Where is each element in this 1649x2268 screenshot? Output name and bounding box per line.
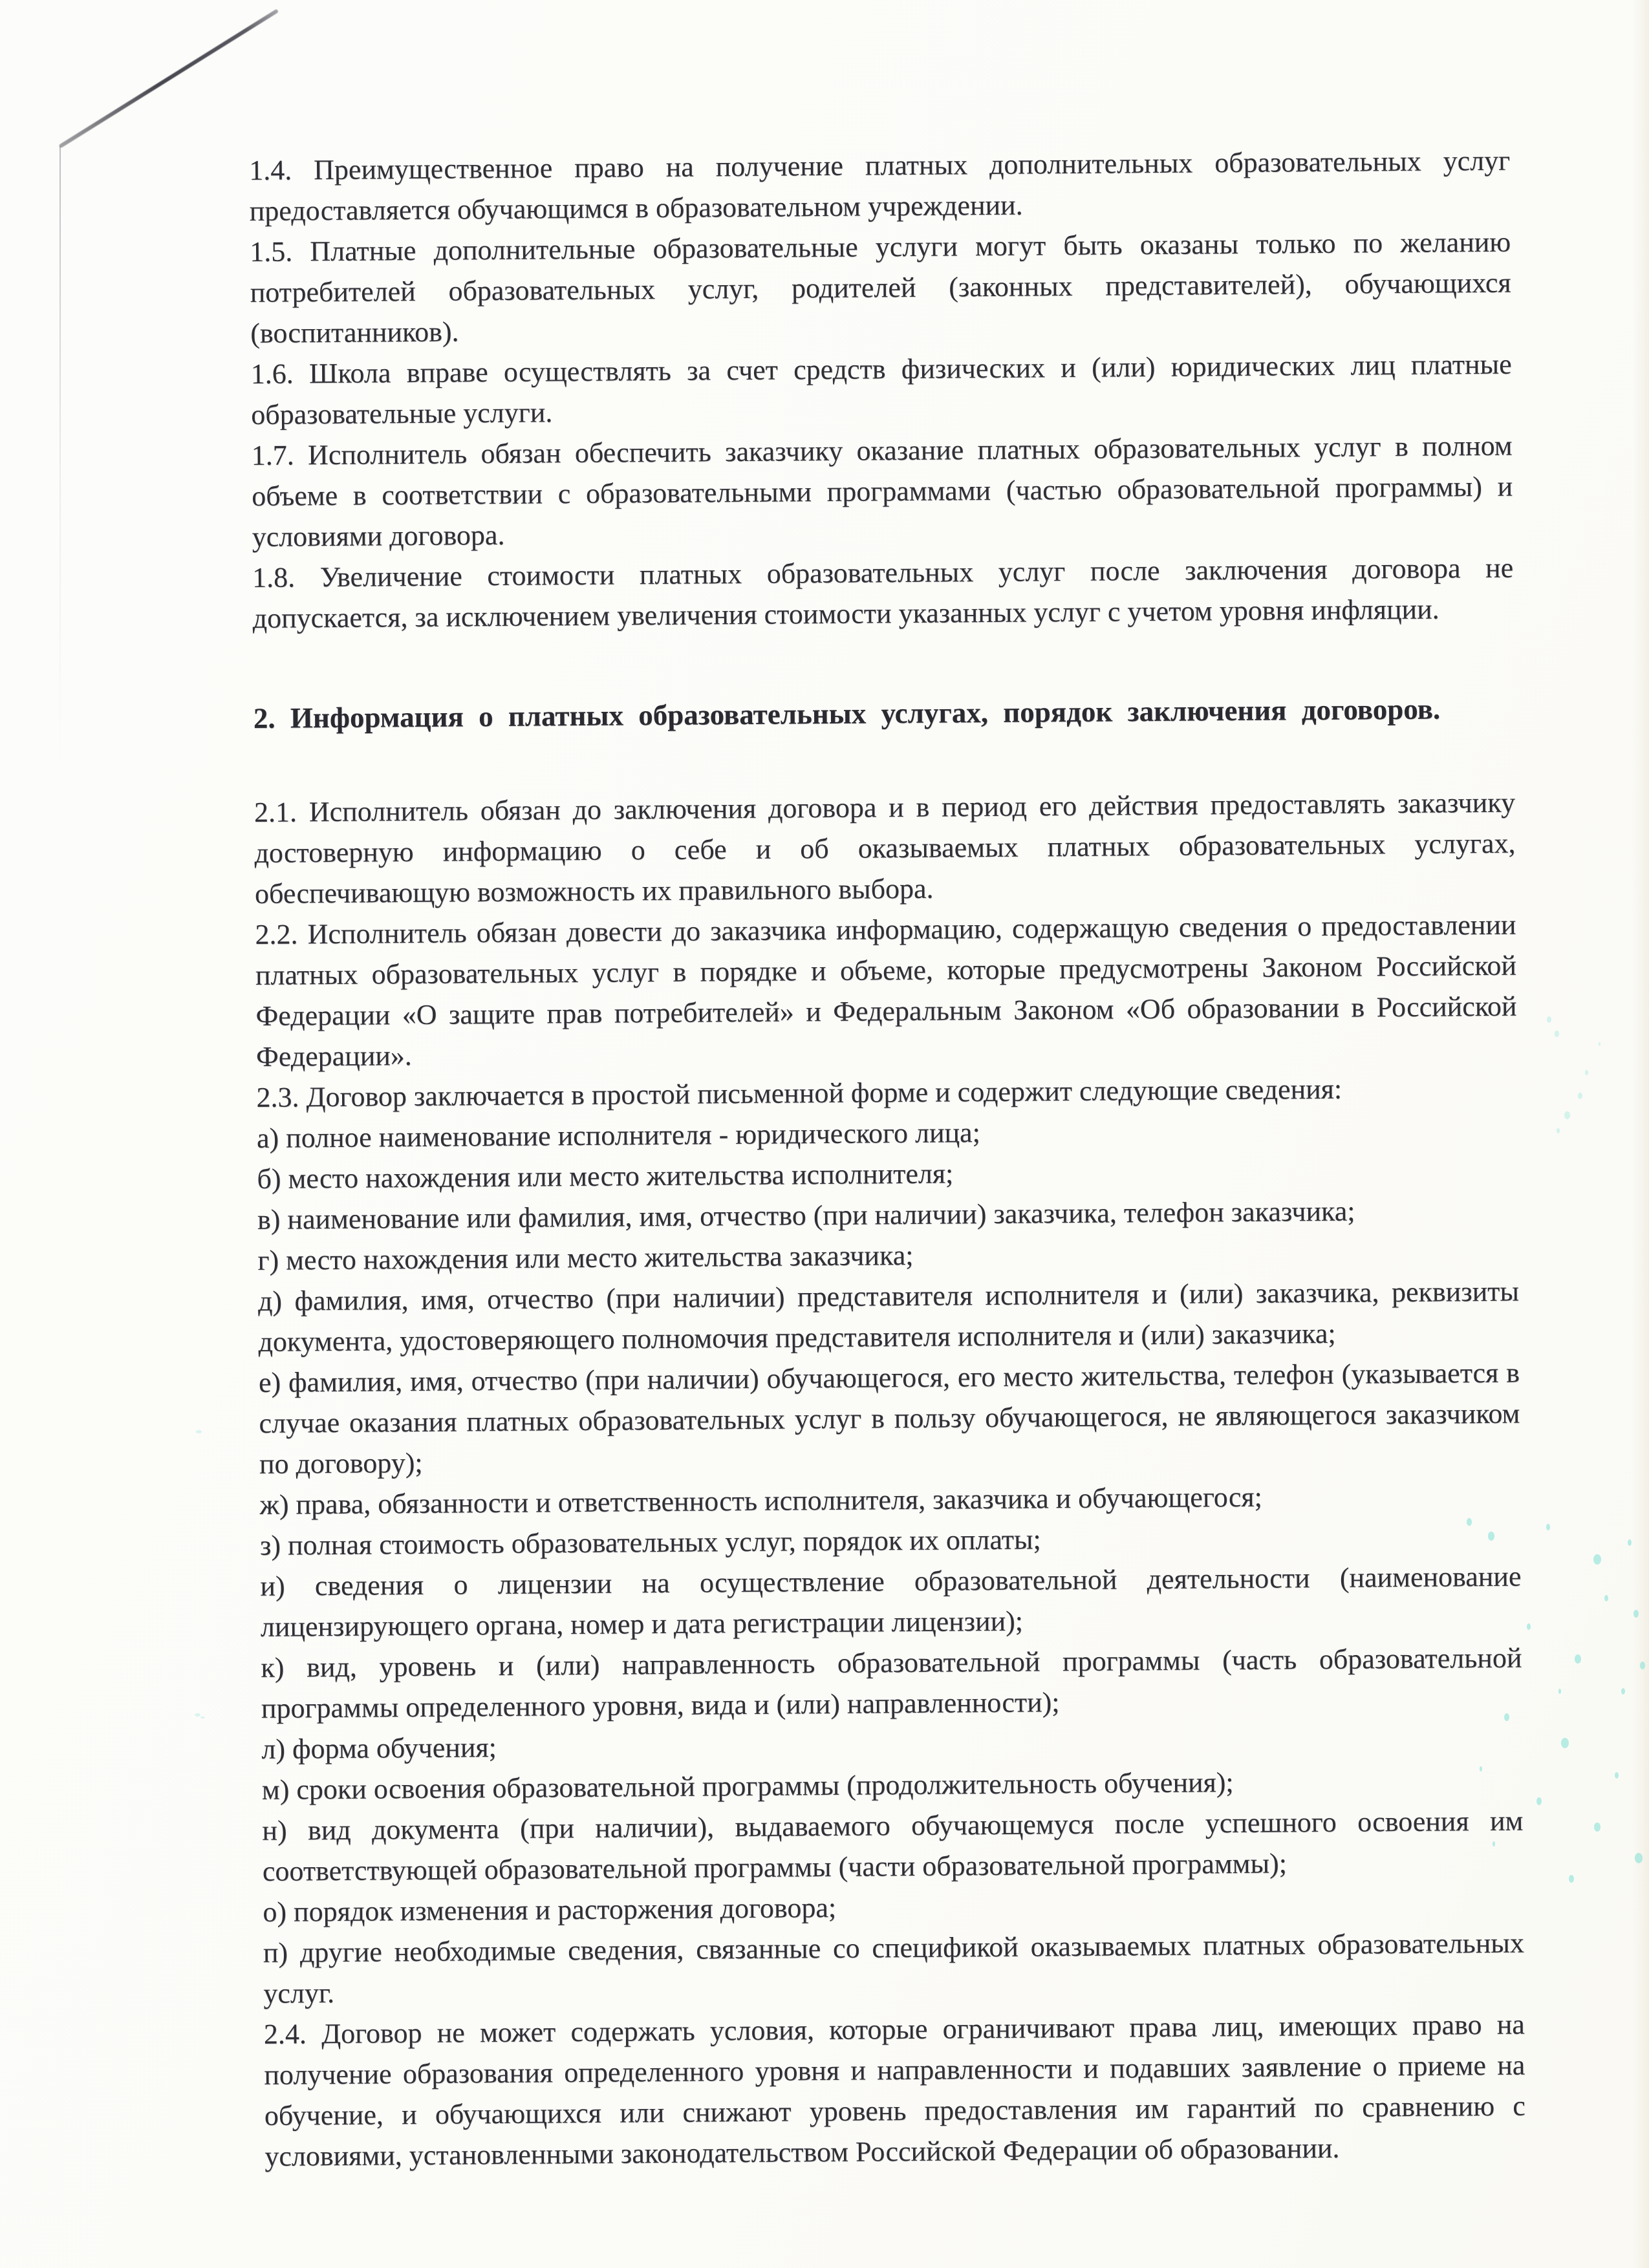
clause-1-4: 1.4. Преимущественное право на получение платных дополнительных образовательных услуг предоставляется обучающимся в образовательном учреждении.	[249, 144, 1511, 227]
scan-artifact-cyan-dash	[196, 1430, 202, 1433]
scan-edge-tint	[1632, 0, 1649, 2268]
clause-2-3-item-v: в) наименование или фамилия, имя, отчество (при наличии) заказчика, телефон заказчика;	[257, 1195, 1355, 1236]
clause-2-3-item-m: м) сроки освоения образовательной программы (продолжительность обучения);	[261, 1766, 1234, 1806]
clause-2-3-item-o: о) порядок изменения и расторжения договора;	[263, 1891, 837, 1928]
clause-2-3-item-p: п) другие необходимые сведения, связанные со спецификой оказываемых платных образовательных услуг.	[263, 1927, 1525, 2009]
clause-2-3-item-l: л) форма обучения;	[261, 1731, 497, 1765]
clause-2-1: 2.1. Исполнитель обязан до заключения договора и в период его действия предоставлять заказчику достоверную информацию о себе и об оказываемых платных образовательных услугах, обеспечивающую возможность их правильного выбора.	[253, 786, 1516, 910]
clause-2-3-item-k: к) вид, уровень и (или) направленность образовательной программы (часть образовательной программы определенного уровня, вида и (или) направленности);	[261, 1642, 1522, 1724]
clause-1-8: 1.8. Увеличение стоимости платных образовательных услуг после заключения договора не допускается, за исключением увеличения стоимости указанных услуг с учетом уровня инфляции.	[252, 551, 1514, 634]
clause-1-5: 1.5. Платные дополнительные образовательные услуги могут быть оказаны только по желанию потребителей образовательных услуг, родителей (законных представителей), обучающихся (воспитанников).	[250, 226, 1511, 349]
clause-2-4: 2.4. Договор не может содержать условия, которые ограничивают права лиц, имеющих право на получение образования определенного уровня и направленности и подавших заявление о приеме на обучение, и обучающихся или снижают уровень предоставления им гарантий по сравнению с условиями, установленными законодательством Российской Федерации об образовании.	[263, 2008, 1526, 2172]
clause-2-3-item-a: а) полное наименование исполнителя - юридического лица;	[256, 1117, 981, 1154]
clause-2-3-item-b: б) место нахождения или место жительства исполнителя;	[257, 1157, 954, 1195]
clause-2-3-item-i: и) сведения о лицензии на осуществление образовательной деятельности (наименование лицензирующего органа, номер и дата регистрации лицензии);	[260, 1560, 1522, 1643]
clause-1-7: 1.7. Исполнитель обязан обеспечить заказчику оказание платных образовательных услуг в полном объеме в соответствии с образовательными программами (частью образовательной программы) и условиями договора.	[251, 429, 1513, 553]
clause-2-3-item-z: з) полная стоимость образовательных услуг, порядок их оплаты;	[259, 1523, 1041, 1561]
scan-artifact-cyan-speckles-small	[1547, 1016, 1551, 1023]
clause-2-3-item-n: н) вид документа (при наличии), выдаваемого обучающемуся после успешного освоения им соответствующей образовательной программы (части образовательной программы);	[262, 1804, 1524, 1887]
clause-2-3-item-d: д) фамилия, имя, отчество (при наличии) представителя исполнителя и (или) заказчика, реквизиты документа, удостоверяющего полномочия представителя исполнителя и (или) заказчика;	[257, 1275, 1520, 1358]
clause-2-3-item-e: е) фамилия, имя, отчество (при наличии) обучающегося, его место жительства, телефон (указывается в случае оказания платных образовательных услуг в пользу обучающегося, не являющегося заказчиком по договору);	[258, 1356, 1520, 1480]
clause-2-2: 2.2. Исполнитель обязан довести до заказчика информацию, содержащую сведения о предоставлении платных образовательных услуг в порядке и объеме, которые предусмотрены Законом Российской Федерации «О защите прав потребителей» и Федеральным Законом «Об образовании в Российской Федерации».	[255, 908, 1517, 1073]
clause-1-6: 1.6. Школа вправе осуществлять за счет средств физических и (или) юридических лиц платные образовательные услуги.	[250, 348, 1512, 431]
clause-2-3: 2.3. Договор заключается в простой письменной форме и содержит следующие сведения:	[256, 1073, 1342, 1113]
clause-2-3-item-g: г) место нахождения или место жительства заказчика;	[257, 1239, 914, 1276]
section-2-heading: 2. Информация о платных образовательных услугах, порядок заключения договоров.	[253, 692, 1441, 734]
clause-2-3-item-zh: ж) права, обязанности и ответственность исполнителя, заказчика и обучающегося;	[259, 1481, 1263, 1521]
document-text-block	[249, 140, 1526, 2177]
scan-artifact-diagonal-line	[58, 9, 279, 149]
scan-artifact-vertical-line	[59, 146, 61, 767]
